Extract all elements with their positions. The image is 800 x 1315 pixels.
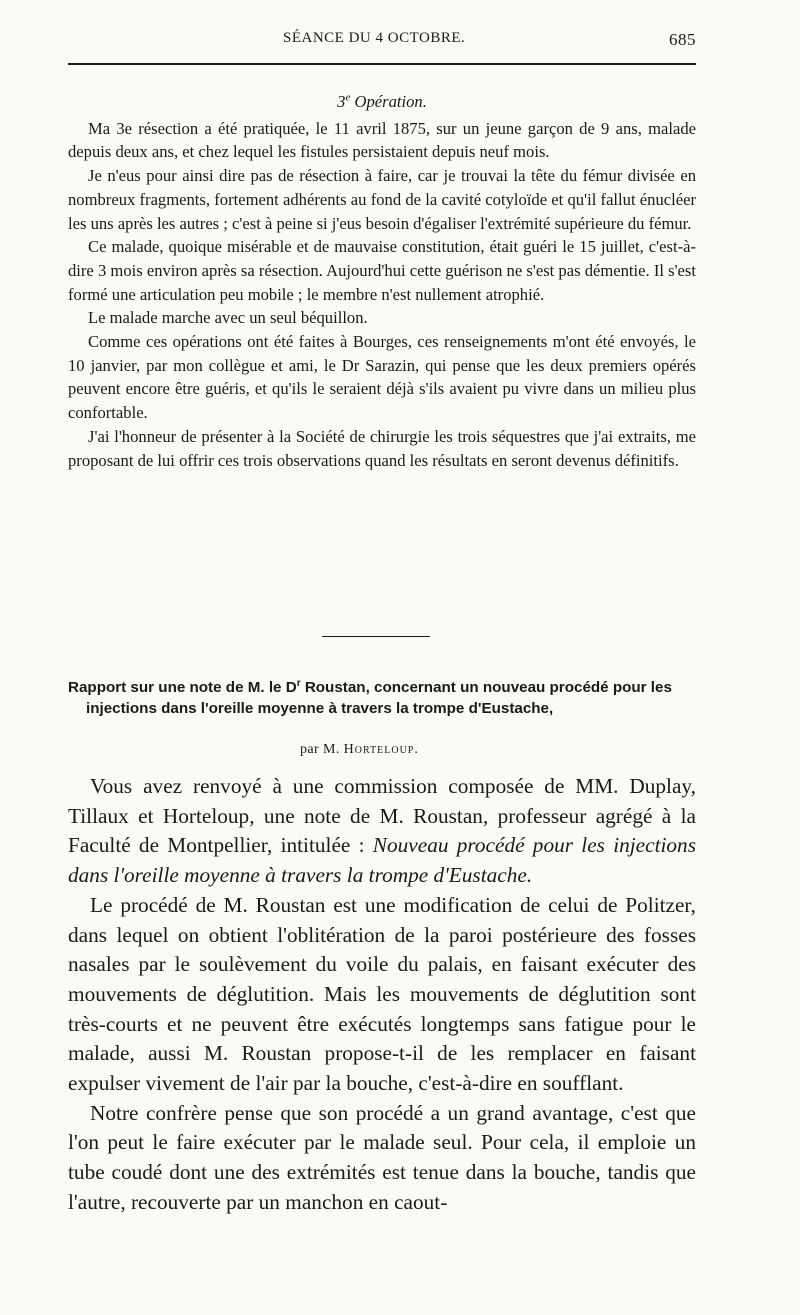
report-heading: [68, 678, 696, 719]
observation-paragraph: Je n'eus pour ainsi dire pas de résection à faire, car je trouvai la tête du fémur divisée en nombreux fragments, fortement adhérents au fond de la cavité cotyloïde et qu'il fallut énucléer les uns après les autres ; c'est à peine si j'eus besoin d'égaliser l'extrémité supérieure du fémur.: [68, 166, 696, 233]
author-name: Horteloup.: [343, 742, 419, 757]
report-author: [300, 742, 419, 758]
report-heading-sup: r: [296, 677, 301, 689]
note-title: Nouveau procédé pour les injections dans l'oreille moyenne à travers la trompe d'Eustache.: [68, 833, 696, 888]
observation-paragraph: J'ai l'honneur de présenter à la Société de chirurgie les trois séquestres que j'ai extraits, me proposant de lui offrir ces trois observations quand les résultats en seront devenus définitifs.: [68, 426, 696, 470]
section-title: [68, 90, 696, 114]
report-paragraph: Notre confrère pense que son procédé a un grand avantage, c'est que l'on peut le faire exécuter par le malade seul. Pour cela, il emploie un tube coudé dont une des extrémités est tenue dans la bouche, tandis que l'autre, recouverte par un manchon en caout-: [68, 1100, 696, 1214]
report-heading-part-a: Rapport sur une note de M. le D: [68, 679, 297, 696]
header-rule: [68, 63, 696, 65]
section-separator: [322, 636, 430, 637]
section-number-sup: e: [345, 91, 351, 104]
page-number: 685: [669, 30, 696, 49]
section-title-text: Opération.: [354, 92, 427, 111]
observation-paragraph: Comme ces opérations ont été faites à Bourges, ces renseignements m'ont été envoyés, le 10 janvier, par mon collègue et ami, le Dr Sarazin, qui pense que les deux premiers opérés peuvent encore être guéris, et qu'ils le seraient déjà s'ils avaient pu vivre dans un milieu plus confortable.: [68, 332, 696, 423]
report-heading-part-b: Roustan, concernant un nouveau procédé pour les injections dans l'oreille moyenne à travers la trompe d'Eustache,: [86, 679, 672, 717]
observation-paragraph: Ce malade, quoique misérable et de mauvaise constitution, était guéri le 15 juillet, c'est-à-dire 3 mois environ après sa résection. Aujourd'hui cette guérison ne s'est pas démentie. Il s'est formé une articulation peu mobile ; le membre n'est nullement atrophié.: [68, 237, 696, 304]
observation-paragraph: Le malade marche avec un seul béquillon.: [88, 308, 368, 328]
running-head-title: SÉANCE DU 4 OCTOBRE.: [283, 30, 466, 46]
section-number: 3: [337, 92, 346, 111]
observation-section: [68, 90, 696, 472]
report-paragraph: [68, 772, 696, 891]
report-paragraph: Le procédé de M. Roustan est une modification de celui de Politzer, dans lequel on obtient l'oblitération de la paroi postérieure des fosses nasales par le soulèvement du voile du palais, en faisant exécuter des mouvements de déglutition. Mais les mouvements de déglutition sont très-courts et ne peuvent être exécutés longtemps sans fatigue pour le malade, aussi M. Roustan propose-t-il de les remplacer en faisant expulser vivement de l'air par la bouche, c'est-à-dire en soufflant.: [68, 892, 696, 1096]
report-body: [68, 772, 696, 1218]
report-paragraph-text: Vous avez renvoyé à une commission composée de MM. Duplay, Tillaux et Horteloup, une note de M. Roustan, professeur agrégé à la Faculté de Montpellier, intitulée :: [68, 774, 696, 858]
author-prefix: par M.: [300, 742, 340, 757]
observation-paragraph: Ma 3e résection a été pratiquée, le 11 avril 1875, sur un jeune garçon de 9 ans, malade depuis deux ans, et chez lequel les fistules persistaient depuis neuf mois.: [68, 118, 696, 162]
